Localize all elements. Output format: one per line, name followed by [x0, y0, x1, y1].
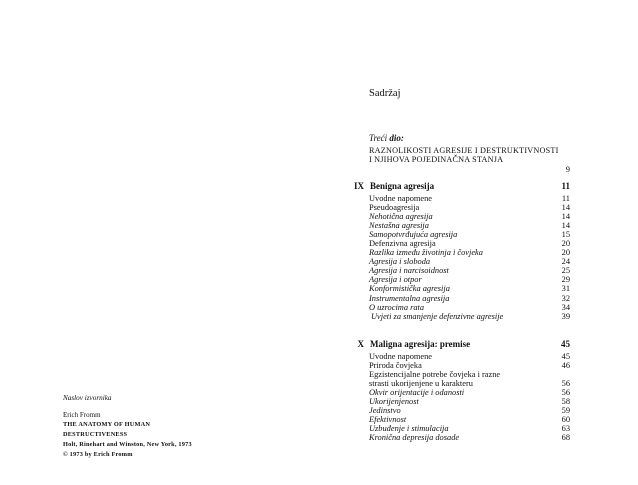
toc-entry [369, 266, 570, 275]
toc-entry-title: Defenzivna agresija [369, 239, 436, 249]
toc-entry [369, 406, 570, 415]
toc-entry-title: Agresija i otpor [369, 275, 422, 285]
toc-entry-page: 56 [561, 388, 570, 398]
toc-entry-title: Uvodne napomene [369, 352, 433, 361]
toc-entry [369, 312, 570, 321]
toc-entry [369, 230, 570, 239]
toc-entry-title: Jedinstvo [369, 406, 401, 416]
toc-entry [369, 257, 570, 266]
part-label: Treći [369, 133, 388, 143]
toc-entry-title: Okvir orijentacije i odanosti [369, 388, 465, 398]
chapter-title: Maligna agresija: premise [370, 339, 471, 349]
toc-entry [369, 248, 570, 257]
part-heading [369, 133, 404, 143]
toc-entry [369, 397, 570, 406]
toc-entry [369, 303, 570, 312]
toc-entry [369, 361, 570, 370]
original-title-label: Naslov izvornika [63, 394, 112, 402]
chapter-page: 45 [561, 339, 570, 349]
toc-entry-page: 34 [561, 302, 570, 312]
toc-entry [369, 221, 570, 230]
toc-entry [369, 379, 570, 388]
credits-block [63, 394, 192, 460]
toc-title: Sadržaj [369, 88, 401, 99]
toc-entry [369, 352, 570, 361]
toc-list [369, 352, 570, 442]
toc-entry-title: Nestašna agresija [369, 221, 429, 231]
toc-entry-title: Uzbuđenje i stimulacija [369, 424, 449, 434]
toc-entry-page: 58 [561, 397, 570, 407]
part-title: RAZNOLIKOSTI AGRESIJE I DESTRUKTIVNOSTI I NJIHOVA POJEDINAČNA STANJA [369, 146, 559, 165]
toc-entry-page: 59 [561, 406, 570, 416]
chapter-title: Benigna agresija [370, 181, 435, 191]
toc-entry-page: 14 [561, 203, 570, 213]
toc-entry-title: Uvjeti za smanjenje defenzivne agresije [371, 311, 504, 321]
toc-entry [369, 388, 570, 397]
toc-entry-title: strasti ukorijenjene u karakteru [369, 379, 473, 389]
toc-entry-title: Nehotična agresija [369, 212, 433, 222]
toc-entry-page: 11 [561, 194, 570, 203]
toc-entry-title: Samopotvrđujuća agresija [369, 230, 458, 240]
copyright-line: © 1973 by Erich Fromm [63, 451, 133, 458]
toc-entry-title: Efektivnost [369, 415, 407, 425]
publisher-line: Holt, Rinehart and Winston, New York, 1973 [63, 441, 192, 448]
toc-entry-page: 15 [561, 230, 570, 240]
toc-entry-page: 32 [561, 293, 570, 303]
toc-entry-page: 14 [561, 212, 570, 222]
toc-entry-title: Instrumentalna agresija [369, 293, 450, 303]
toc-entry-title: Agresija i narcisoidnost [369, 266, 449, 276]
toc-entry-title: Konformistička agresija [369, 284, 450, 294]
toc-entry-page: 31 [561, 284, 570, 294]
toc-entry [369, 370, 570, 379]
toc-entry [369, 275, 570, 284]
toc-entry-page: 63 [561, 424, 570, 434]
toc-entry-page: 56 [561, 379, 570, 389]
toc-entry-page: 60 [561, 415, 570, 425]
part-number: dio: [389, 133, 404, 143]
chapter-number: IX [353, 181, 364, 191]
toc-entry-page: 68 [561, 433, 570, 443]
toc-entry-title: Razlika između životinja i čovjeka [369, 248, 483, 258]
toc-entry [369, 212, 570, 221]
part-page: 9 [565, 164, 570, 174]
toc-entry-title: Kronična depresija dosade [369, 433, 460, 443]
toc-entry-page: 46 [561, 361, 570, 371]
toc-entry-title: Priroda čovjeka [369, 361, 422, 371]
chapter-page: 11 [561, 181, 570, 191]
toc-entry-page: 14 [561, 221, 570, 231]
toc-entry-title: Agresija i sloboda [369, 257, 431, 267]
toc-entry [369, 294, 570, 303]
toc-entry-page: 25 [561, 266, 570, 276]
toc-entry-page: 20 [561, 248, 570, 258]
toc-entry [369, 239, 570, 248]
toc-entry [369, 433, 570, 442]
toc-entry-title: Ukorijenjenost [369, 397, 419, 407]
book-title-line2: DESTRUCTIVENESS [63, 431, 128, 438]
chapter-number: X [357, 339, 364, 349]
toc-entry [369, 203, 570, 212]
toc-entry-page: 29 [561, 275, 570, 285]
toc-entry-page: 39 [561, 311, 570, 321]
toc-entry [369, 284, 570, 293]
toc-entry-title: Pseudoagresija [369, 203, 420, 213]
author-name: Erich Fromm [63, 411, 101, 419]
toc-entry [369, 424, 570, 433]
toc-entry [369, 194, 570, 203]
toc-entry-title: Uvodne napomene [369, 194, 433, 203]
toc-entry-page: 24 [561, 257, 570, 267]
toc-entry-page: 45 [561, 352, 570, 361]
toc-entry-page: 20 [561, 239, 570, 249]
toc-entry-title: O uzrocima rata [369, 302, 425, 312]
toc-entry-title: Egzistencijalne potrebe čovjeka i razne [369, 370, 501, 380]
toc-list [369, 194, 570, 321]
book-title-line1: THE ANATOMY OF HUMAN [63, 421, 151, 428]
toc-entry [369, 415, 570, 424]
